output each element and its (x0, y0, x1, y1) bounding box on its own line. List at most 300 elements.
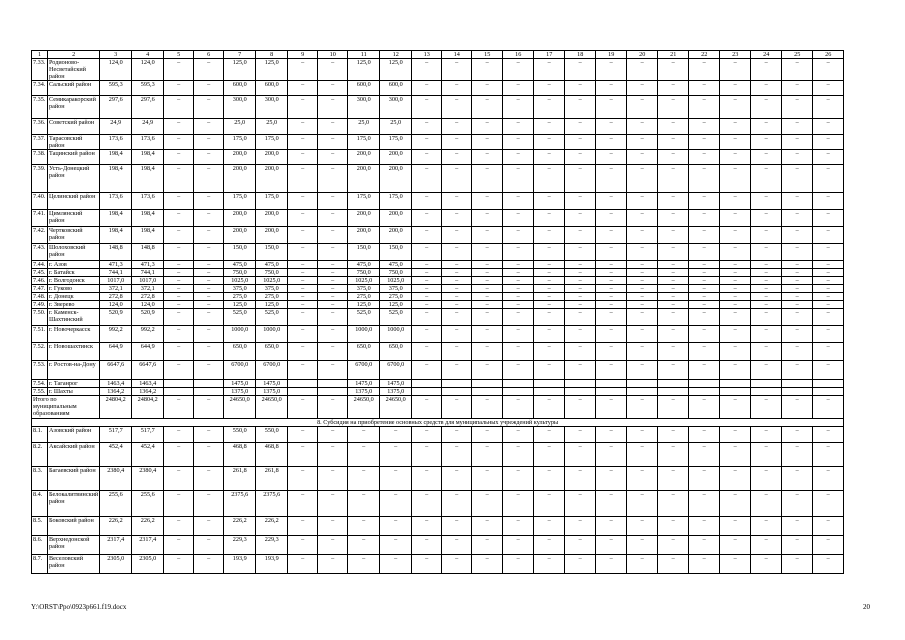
dash-cell: – (596, 277, 627, 285)
column-number: 20 (627, 51, 658, 59)
value-cell: 200,0 (380, 150, 412, 165)
dash-cell: – (472, 269, 503, 277)
dash-cell: – (782, 309, 813, 326)
row-number: 7.33. (32, 59, 48, 81)
dash-cell: – (658, 81, 689, 96)
dash-cell: – (412, 443, 442, 467)
dash-cell: – (318, 244, 348, 261)
dash-cell: – (627, 277, 658, 285)
empty-cell (412, 380, 442, 388)
dash-cell: – (627, 119, 658, 135)
column-number: 19 (596, 51, 627, 59)
dash-cell: – (194, 396, 224, 419)
value-cell: 275,0 (256, 293, 288, 301)
dash-cell: – (442, 269, 472, 277)
dash-cell: – (472, 301, 503, 309)
dash-cell: – (596, 343, 627, 361)
dash-cell: – (782, 244, 813, 261)
row-number: 7.42. (32, 227, 48, 244)
value-cell: 148,8 (100, 244, 132, 261)
dash-cell: – (751, 81, 782, 96)
dash-cell: – (472, 285, 503, 293)
dash-cell: – (288, 165, 318, 193)
dash-cell: – (534, 309, 565, 326)
dash-cell: – (442, 343, 472, 361)
value-cell: 2375,6 (256, 491, 288, 517)
value-cell: 24,9 (132, 119, 164, 135)
dash-cell: – (782, 210, 813, 227)
dash-cell: – (534, 277, 565, 285)
dash-cell: – (782, 555, 813, 574)
dash-cell: – (412, 326, 442, 343)
value-cell: 992,2 (132, 326, 164, 343)
column-number: 6 (194, 51, 224, 59)
value-cell: 1375,0 (380, 388, 412, 396)
dash-cell: – (503, 517, 534, 536)
dash-cell: – (596, 555, 627, 574)
dash-cell: – (689, 193, 720, 210)
value-cell: 200,0 (256, 165, 288, 193)
table-row (32, 293, 844, 301)
dash-cell: – (194, 443, 224, 467)
dash-cell: – (472, 536, 503, 555)
dash-cell: – (503, 467, 534, 491)
dash-cell: – (442, 326, 472, 343)
dash-cell: – (164, 536, 194, 555)
value-cell: 6647,6 (132, 361, 164, 380)
total-row (32, 396, 844, 419)
dash-cell: – (164, 261, 194, 269)
dash-cell: – (442, 443, 472, 467)
row-number: 7.46. (32, 277, 48, 285)
dash-cell: – (534, 261, 565, 269)
dash-cell: – (658, 427, 689, 443)
dash-cell: – (813, 427, 844, 443)
dash-cell: – (782, 227, 813, 244)
dash-cell: – (318, 443, 348, 467)
table-row (32, 285, 844, 293)
value-cell: 525,0 (380, 309, 412, 326)
dash-cell: – (720, 309, 751, 326)
dash-cell: – (164, 427, 194, 443)
value-cell: 24650,0 (256, 396, 288, 419)
dash-cell: – (442, 396, 472, 419)
empty-cell (565, 380, 596, 388)
dash-cell: – (472, 59, 503, 81)
value-cell: 992,2 (100, 326, 132, 343)
document-file-path: Y:\ORST\Ppo\0923p661.f19.docx (31, 603, 127, 611)
dash-cell: – (194, 285, 224, 293)
dash-cell: – (658, 326, 689, 343)
row-number: 8.7. (32, 555, 48, 574)
value-cell: 1000,0 (224, 326, 256, 343)
dash-cell: – (689, 81, 720, 96)
dash-cell: – (318, 193, 348, 210)
dash-cell: – (720, 536, 751, 555)
dash-cell: – (720, 555, 751, 574)
dash-cell: – (164, 285, 194, 293)
municipality-name: Боковский район (48, 517, 100, 536)
dash-cell: – (318, 210, 348, 227)
dash-cell: – (318, 277, 348, 285)
value-cell: 475,0 (256, 261, 288, 269)
dash-cell: – (627, 301, 658, 309)
dash-cell: – (534, 517, 565, 536)
dash-cell: – (720, 150, 751, 165)
value-cell: 150,0 (380, 244, 412, 261)
municipality-name: Усть-Донецкий район (48, 165, 100, 193)
dash-cell: – (164, 326, 194, 343)
dash-cell: – (720, 210, 751, 227)
dash-cell: – (318, 81, 348, 96)
municipality-name: г. Каменск-Шахтинский (48, 309, 100, 326)
empty-cell (658, 380, 689, 388)
dash-cell: – (565, 309, 596, 326)
dash-cell: – (194, 277, 224, 285)
table-row (32, 380, 844, 388)
dash-cell: – (472, 193, 503, 210)
value-cell: 297,6 (100, 96, 132, 119)
value-cell: 261,8 (256, 467, 288, 491)
value-cell: 125,0 (256, 59, 288, 81)
value-cell: 125,0 (224, 59, 256, 81)
column-number: 11 (348, 51, 380, 59)
dash-cell: – (720, 427, 751, 443)
value-cell: 173,6 (100, 193, 132, 210)
value-cell: 200,0 (348, 150, 380, 165)
value-cell: 175,0 (224, 135, 256, 150)
dash-cell: – (596, 326, 627, 343)
value-cell: 200,0 (256, 227, 288, 244)
dash-cell: – (751, 555, 782, 574)
column-number: 4 (132, 51, 164, 59)
dash-cell: – (627, 536, 658, 555)
value-cell: 475,0 (348, 261, 380, 269)
dash-cell: – (534, 326, 565, 343)
value-cell: 175,0 (256, 193, 288, 210)
dash-cell: – (348, 427, 380, 443)
row-number: 7.38. (32, 150, 48, 165)
value-cell: 175,0 (224, 193, 256, 210)
value-cell: 1025,0 (256, 277, 288, 285)
dash-cell: – (442, 261, 472, 269)
dash-cell: – (318, 135, 348, 150)
value-cell: 600,0 (348, 81, 380, 96)
dash-cell: – (720, 227, 751, 244)
dash-cell: – (164, 301, 194, 309)
dash-cell: – (689, 427, 720, 443)
empty-cell (288, 380, 318, 388)
dash-cell: – (565, 293, 596, 301)
empty-cell (503, 388, 534, 396)
dash-cell: – (318, 119, 348, 135)
dash-cell: – (565, 119, 596, 135)
dash-cell: – (782, 427, 813, 443)
dash-cell: – (689, 301, 720, 309)
dash-cell: – (412, 467, 442, 491)
value-cell: 25,0 (380, 119, 412, 135)
value-cell: 1364,2 (132, 388, 164, 396)
dash-cell: – (318, 536, 348, 555)
dash-cell: – (782, 517, 813, 536)
dash-cell: – (534, 244, 565, 261)
dash-cell: – (720, 269, 751, 277)
value-cell: 255,6 (132, 491, 164, 517)
column-number: 16 (503, 51, 534, 59)
dash-cell: – (380, 517, 412, 536)
dash-cell: – (751, 261, 782, 269)
row-number: 7.37. (32, 135, 48, 150)
dash-cell: – (782, 443, 813, 467)
dash-cell: – (596, 244, 627, 261)
dash-cell: – (164, 150, 194, 165)
table-row (32, 193, 844, 210)
dash-cell: – (565, 427, 596, 443)
dash-cell: – (720, 135, 751, 150)
dash-cell: – (782, 467, 813, 491)
dash-cell: – (472, 150, 503, 165)
budget-table (31, 50, 844, 574)
dash-cell: – (720, 285, 751, 293)
municipality-name: г. Волгодонск (48, 277, 100, 285)
empty-cell (813, 388, 844, 396)
municipality-name: Семикаракорский район (48, 96, 100, 119)
empty-cell (782, 388, 813, 396)
dash-cell: – (442, 135, 472, 150)
dash-cell: – (565, 244, 596, 261)
column-number: 13 (412, 51, 442, 59)
dash-cell: – (813, 343, 844, 361)
dash-cell: – (318, 517, 348, 536)
dash-cell: – (751, 165, 782, 193)
dash-cell: – (596, 536, 627, 555)
dash-cell: – (472, 293, 503, 301)
dash-cell: – (596, 309, 627, 326)
dash-cell: – (534, 193, 565, 210)
municipality-name: г. Таганрог (48, 380, 100, 388)
dash-cell: – (503, 193, 534, 210)
dash-cell: – (565, 96, 596, 119)
empty-cell (503, 380, 534, 388)
value-cell: 300,0 (348, 96, 380, 119)
value-cell: 1000,0 (380, 326, 412, 343)
dash-cell: – (658, 277, 689, 285)
dash-cell: – (596, 269, 627, 277)
dash-cell: – (658, 165, 689, 193)
dash-cell: – (503, 165, 534, 193)
value-cell: 24650,0 (348, 396, 380, 419)
dash-cell: – (658, 135, 689, 150)
municipality-name: Чертковский район (48, 227, 100, 244)
dash-cell: – (565, 536, 596, 555)
dash-cell: – (689, 491, 720, 517)
dash-cell: – (751, 467, 782, 491)
dash-cell: – (720, 244, 751, 261)
table-row (32, 269, 844, 277)
dash-cell: – (627, 427, 658, 443)
dash-cell: – (472, 227, 503, 244)
dash-cell: – (348, 467, 380, 491)
column-number: 25 (782, 51, 813, 59)
dash-cell: – (412, 81, 442, 96)
dash-cell: – (348, 517, 380, 536)
dash-cell: – (288, 555, 318, 574)
dash-cell: – (689, 96, 720, 119)
dash-cell: – (318, 227, 348, 244)
dash-cell: – (288, 293, 318, 301)
dash-cell: – (689, 150, 720, 165)
dash-cell: – (164, 135, 194, 150)
value-cell: 226,2 (100, 517, 132, 536)
empty-cell (442, 380, 472, 388)
dash-cell: – (782, 150, 813, 165)
row-number: 7.35. (32, 96, 48, 119)
dash-cell: – (627, 269, 658, 277)
empty-cell (318, 380, 348, 388)
dash-cell: – (813, 277, 844, 285)
dash-cell: – (442, 150, 472, 165)
dash-cell: – (164, 361, 194, 380)
row-number: 7.55. (32, 388, 48, 396)
dash-cell: – (534, 293, 565, 301)
dash-cell: – (565, 555, 596, 574)
dash-cell: – (782, 343, 813, 361)
row-number: 7.50. (32, 309, 48, 326)
empty-cell (689, 380, 720, 388)
dash-cell: – (751, 443, 782, 467)
value-cell: 525,0 (256, 309, 288, 326)
dash-cell: – (194, 227, 224, 244)
value-cell: 24,9 (100, 119, 132, 135)
dash-cell: – (658, 309, 689, 326)
dash-cell: – (442, 119, 472, 135)
dash-cell: – (164, 343, 194, 361)
value-cell: 150,0 (348, 244, 380, 261)
dash-cell: – (720, 491, 751, 517)
dash-cell: – (689, 269, 720, 277)
dash-cell: – (288, 227, 318, 244)
dash-cell: – (288, 443, 318, 467)
column-number: 17 (534, 51, 565, 59)
dash-cell: – (813, 165, 844, 193)
dash-cell: – (751, 427, 782, 443)
dash-cell: – (782, 491, 813, 517)
dash-cell: – (164, 96, 194, 119)
value-cell: 750,0 (256, 269, 288, 277)
dash-cell: – (472, 244, 503, 261)
dash-cell: – (565, 261, 596, 269)
dash-cell: – (751, 59, 782, 81)
value-cell: 525,0 (348, 309, 380, 326)
municipality-name: Тарасовский район (48, 135, 100, 150)
dash-cell: – (288, 467, 318, 491)
dash-cell: – (751, 277, 782, 285)
dash-cell: – (534, 301, 565, 309)
dash-cell: – (751, 517, 782, 536)
dash-cell: – (596, 227, 627, 244)
dash-cell: – (627, 96, 658, 119)
dash-cell: – (813, 119, 844, 135)
dash-cell: – (442, 244, 472, 261)
dash-cell: – (782, 135, 813, 150)
dash-cell: – (412, 277, 442, 285)
dash-cell: – (751, 285, 782, 293)
value-cell: 2305,0 (100, 555, 132, 574)
row-number: 8.6. (32, 536, 48, 555)
value-cell: 372,1 (132, 285, 164, 293)
dash-cell: – (318, 301, 348, 309)
dash-cell: – (288, 81, 318, 96)
dash-cell: – (534, 269, 565, 277)
dash-cell: – (596, 301, 627, 309)
table-row (32, 443, 844, 467)
dash-cell: – (596, 150, 627, 165)
dash-cell: – (565, 210, 596, 227)
municipality-name: г. Зверево (48, 301, 100, 309)
dash-cell: – (565, 81, 596, 96)
dash-cell: – (194, 555, 224, 574)
value-cell: 125,0 (348, 301, 380, 309)
dash-cell: – (348, 443, 380, 467)
dash-cell: – (380, 443, 412, 467)
dash-cell: – (472, 427, 503, 443)
dash-cell: – (318, 293, 348, 301)
dash-cell: – (164, 165, 194, 193)
value-cell: 124,0 (100, 59, 132, 81)
value-cell: 275,0 (348, 293, 380, 301)
column-number: 8 (256, 51, 288, 59)
value-cell: 200,0 (256, 210, 288, 227)
dash-cell: – (751, 326, 782, 343)
dash-cell: – (751, 193, 782, 210)
row-number: 7.43. (32, 244, 48, 261)
dash-cell: – (288, 269, 318, 277)
row-number: 8.1. (32, 427, 48, 443)
municipality-name: Сальский район (48, 81, 100, 96)
dash-cell: – (534, 285, 565, 293)
row-number: 7.45. (32, 269, 48, 277)
table-row (32, 227, 844, 244)
dash-cell: – (813, 361, 844, 380)
dash-cell: – (503, 555, 534, 574)
empty-cell (442, 388, 472, 396)
dash-cell: – (627, 193, 658, 210)
value-cell: 471,3 (100, 261, 132, 269)
dash-cell: – (442, 536, 472, 555)
dash-cell: – (164, 555, 194, 574)
section-heading-row (32, 419, 844, 427)
total-label: Итого по муниципальным образованиям (32, 396, 100, 419)
row-number: 7.49. (32, 301, 48, 309)
value-cell: 1000,0 (348, 326, 380, 343)
municipality-name: г. Азов (48, 261, 100, 269)
dash-cell: – (689, 309, 720, 326)
dash-cell: – (503, 210, 534, 227)
dash-cell: – (689, 135, 720, 150)
value-cell: 650,0 (380, 343, 412, 361)
column-number: 12 (380, 51, 412, 59)
dash-cell: – (565, 135, 596, 150)
dash-cell: – (348, 555, 380, 574)
dash-cell: – (689, 244, 720, 261)
value-cell: 25,0 (348, 119, 380, 135)
dash-cell: – (720, 293, 751, 301)
dash-cell: – (412, 227, 442, 244)
dash-cell: – (689, 396, 720, 419)
value-cell: 1463,4 (132, 380, 164, 388)
dash-cell: – (658, 301, 689, 309)
dash-cell: – (442, 309, 472, 326)
